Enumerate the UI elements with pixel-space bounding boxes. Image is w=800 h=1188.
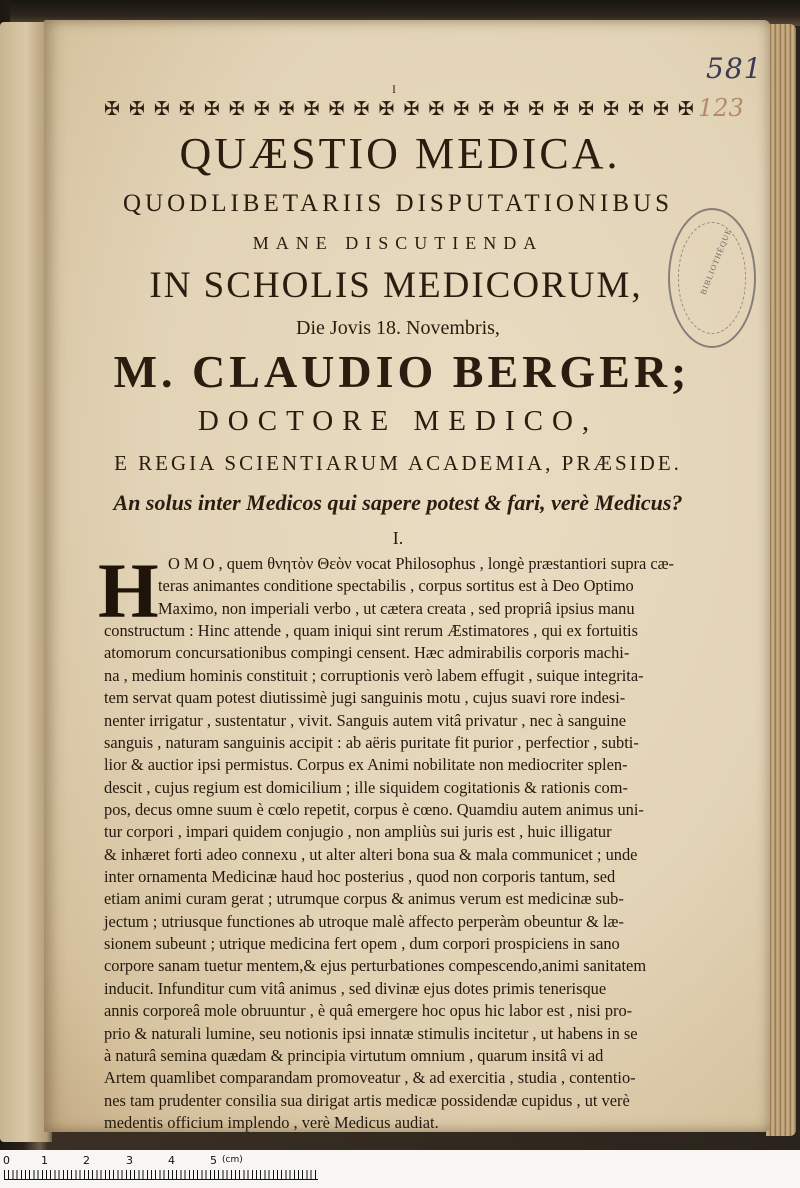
body-line: constructum : Hinc attende , quam iniqui sint rerum Æstimatores , qui ex fortuitis (104, 621, 638, 641)
ornament-glyph: ✠ (128, 98, 145, 120)
academy-line: E REGIA SCIENTIARUM ACADEMIA, PRÆSIDE. (114, 451, 682, 475)
ornament-glyph: ✠ (677, 98, 694, 120)
ruler-baseline (4, 1179, 318, 1180)
ornament-glyph: ✠ (203, 98, 220, 120)
body-line: tur corpori , impari quidem conjugio , non ampliùs sui juris est , huic illigatur (104, 822, 612, 842)
ruler-label: 3 (126, 1154, 133, 1167)
ornament-glyph: ✠ (178, 98, 195, 120)
ornament-glyph: ✠ (453, 98, 470, 120)
body-line: teras animantes conditione spectabilis , corpus sortitus est à Deo Optimo (158, 576, 634, 596)
body-line: corpore sanam tuetur mentem,& ejus perturbationes compescendo,animi sanitatem (104, 956, 647, 976)
ornament-border (104, 98, 694, 120)
title-line-3: MANE DISCUTIENDA (252, 233, 544, 253)
title-line-2: QUODLIBETARIIS DISPUTATIONIBUS (122, 190, 674, 217)
library-stamp (668, 208, 756, 348)
ornament-glyph: ✠ (403, 98, 420, 120)
ornament-glyph: ✠ (378, 98, 395, 120)
title-line-4: IN SCHOLIS MEDICORUM, (149, 265, 643, 306)
body-line: descit , cujus regium est domicilium ; ille siquidem cogitationis & rationis com- (104, 777, 628, 797)
presider-name: M. CLAUDIO BERGER; (113, 346, 691, 397)
body-line: à naturâ semina quædam & principia virtutum omnium , quarum insitâ vi ad (104, 1045, 604, 1065)
section-number: I. (392, 528, 404, 548)
ornament-glyph: ✠ (328, 98, 345, 120)
scale-ruler (0, 1150, 800, 1188)
body-line: O M O , quem θνητὸν Θεὸν vocat Philosophus , longè præstantiori supra cæ- (168, 554, 675, 573)
ornament-glyph: ✠ (603, 98, 619, 120)
body-line: & inhæret forti adeo connexu , ut alter alteri bona sua & mala communicet ; unde (104, 844, 638, 864)
ornament-glyph: ✠ (503, 98, 520, 120)
date-line: Die Jovis 18. Novembris, (296, 317, 500, 339)
body-line: Artem quamlibet comparandam promoveatur , & ad exercitia , studia , contentio- (104, 1068, 636, 1088)
ornament-glyph: ✠ (578, 98, 595, 120)
ornament-glyph: ✠ (303, 98, 320, 120)
body-line: medentis officium implendo , verè Medicus audiat. (104, 1113, 439, 1132)
ornament-glyph: ✠ (628, 98, 644, 120)
ornament-glyph: ✠ (228, 98, 245, 120)
ornament-glyph: ✠ (278, 98, 295, 120)
body-line: inducit. Infunditur cum vitâ animus , sed divinæ ejus dotes primis tenerisque (104, 978, 607, 998)
ornament-glyph: ✠ (478, 98, 495, 120)
ornament-glyph: ✠ (153, 98, 170, 120)
body-line: inter ornamenta Medicinæ haud hoc posterius , quod non corporis tantum, sed (104, 867, 616, 887)
ornament-glyph: ✠ (553, 98, 570, 120)
handwritten-folio-alt: 123 (698, 94, 744, 122)
body-line: na , medium hominis constituit ; corruptionis verò labem effugit , suique integrita- (104, 665, 644, 685)
body-line: lior & auctior ipsi permistus. Corpus ex Animi nobilitate non mediocriter splen- (104, 755, 628, 775)
stamp-text: BIBLIOTHÈQUE (698, 227, 734, 297)
drop-cap: H (98, 547, 159, 634)
ruler-label: 5 (210, 1154, 217, 1167)
ornament-glyph: ✠ (253, 98, 270, 120)
body-line: sanguis , naturam sanguinis accipit : ab aëris puritate fit purior , perfectior , subti- (104, 732, 639, 752)
signature-mark: I (392, 82, 396, 96)
ruler-label: 4 (168, 1154, 175, 1167)
body-line: atomorum concursationibus compingi censent. Hæc admirabilis corporis machi- (104, 643, 630, 663)
body-line: etiam animi curam gerat ; utrumque corpus & animus verum est medicinæ sub- (104, 889, 624, 909)
body-line: pos, decus omne suum è cœlo repetit, corpus è cœno. Quamdiu autem animus uni- (104, 799, 644, 819)
body-line: nes tam prudenter consilia sua dirigat artis medicæ possidendæ cupidus , ut verè (104, 1090, 630, 1110)
body-line: sionem subeunt ; utrique medicina fert opem , dum corpori prospiciens in sano (104, 934, 620, 954)
ornament-glyph: ✠ (528, 98, 545, 120)
body-line: annis corporeâ mole obruuntur , è quâ emergere hoc opus hic labor est , nisi pro- (104, 1001, 633, 1021)
ornament-glyph: ✠ (104, 98, 120, 120)
page-title: QUÆSTIO MEDICA. (179, 129, 621, 178)
body-line: prio & naturali lumine, seu notionis ipsi innatæ stimulis incitetur , ut habens in se (104, 1023, 638, 1043)
handwritten-folio: 581 (706, 52, 763, 85)
body-line: jectum ; utriusque functiones ab utroque malè affecto perperàm obeuntur & læ- (104, 911, 624, 931)
body-line: Maximo, non imperiali verbo , ut cætera creata , sed propriâ ipsius manu (158, 598, 635, 618)
thesis-question: An solus inter Medicos qui sapere potest & fari, verè Medicus? (113, 490, 683, 515)
body-line: tem servat quam potest diutissimè jugi sanguinis motu , cujus suavi rore indesi- (104, 688, 626, 708)
presider-degree: DOCTORE MEDICO, (197, 405, 599, 437)
ruler-label: 1 (41, 1154, 48, 1167)
ruler-label: 0 (3, 1154, 10, 1167)
page-stack-edge (766, 24, 796, 1136)
ornament-glyph: ✠ (353, 98, 370, 120)
body-line: nenter irrigatur , sustentatur , vivit. Sanguis autem vitâ privatur , nec à sanguine (104, 710, 627, 730)
ruler-unit: (cm) (222, 1155, 243, 1165)
ornament-glyph: ✠ (428, 98, 445, 120)
ornament-glyph: ✠ (652, 98, 669, 120)
ruler-label: 2 (83, 1154, 90, 1167)
